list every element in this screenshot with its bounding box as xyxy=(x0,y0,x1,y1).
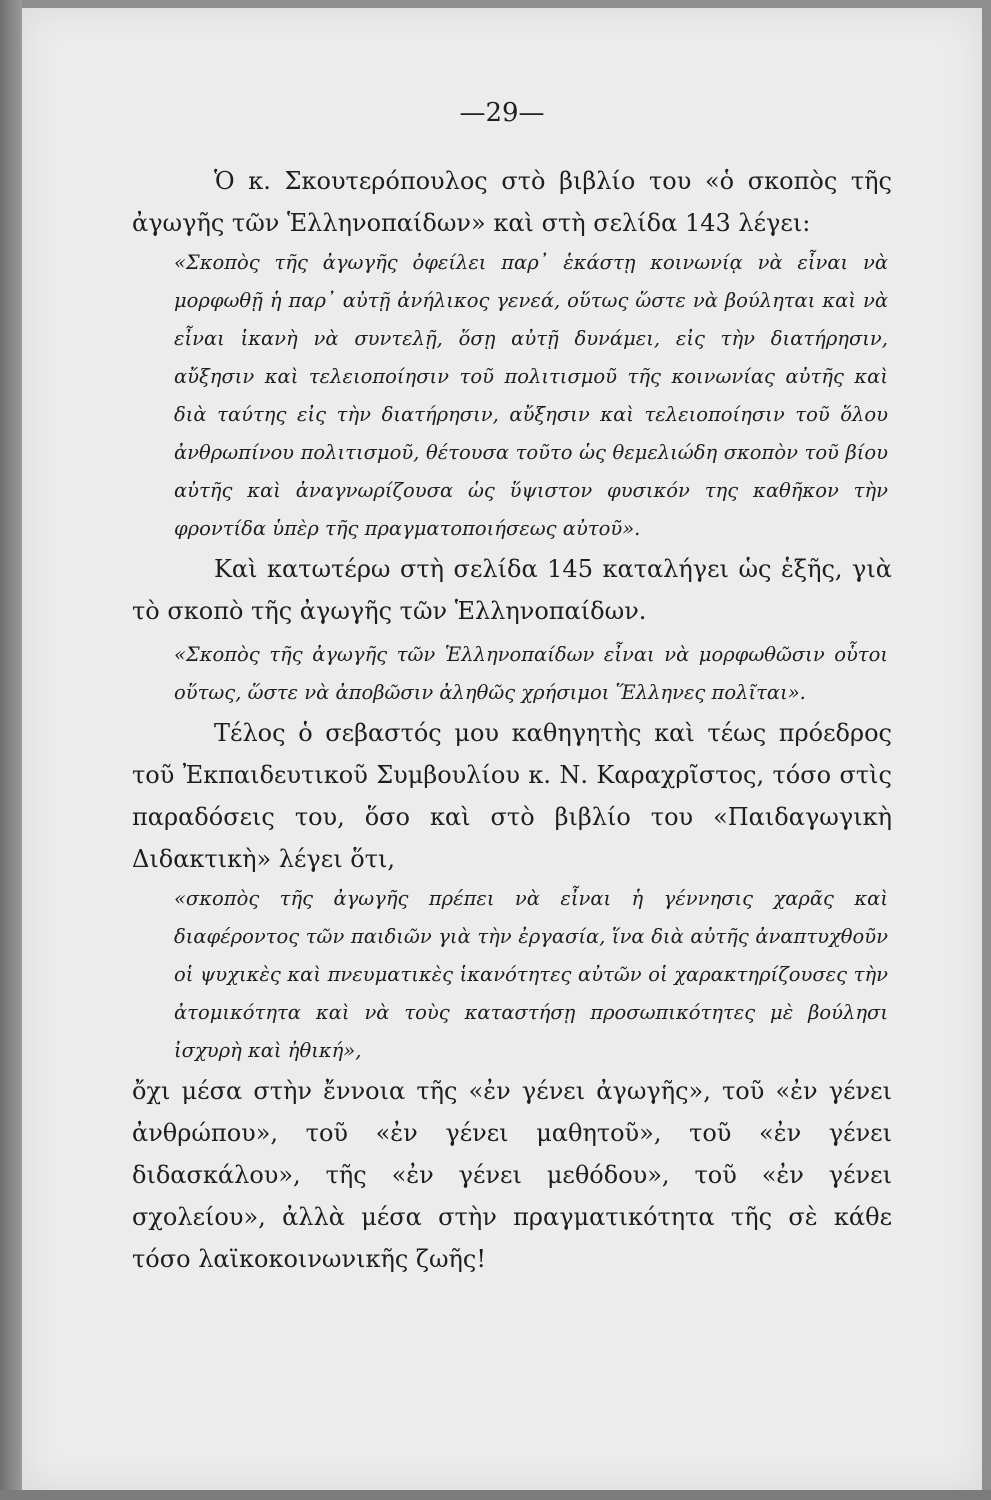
quote-1: «Σκοπὸς τῆς ἀγωγῆς ὀφείλει παρ᾽ ἑκάστῃ κοινωνίᾳ νὰ εἶναι νὰ μορφωθῇ ἡ παρ᾽ αὐτῇ ἀνήλικος γενεά, οὕτως ὥστε νὰ βούληται καὶ νὰ εἶναι ἱκανὴ νὰ συντελῇ, ὅσῃ αὐτῇ δυνάμει, εἰς τὴν διατήρησιν, αὔξησιν καὶ τελειοποίησιν τοῦ πολιτισμοῦ τῆς κοινωνίας αὐτῆς καὶ διὰ ταύτης εἰς τὴν διατήρησιν, αὔξησιν καὶ τελειοποίησιν τοῦ ὅλου ἀνθρωπίνου πολιτισμοῦ, θέτουσα τοῦτο ὡς θεμελιώδη σκοπὸν τοῦ βίου αὐτῆς καὶ ἀναγνωρίζουσα ὡς ὕψιστον φυσικόν της καθῆκον τὴν φροντίδα ὑπὲρ τῆς πραγματοποιήσεως αὐτοῦ». xyxy=(174,251,888,540)
paragraph-2: Καὶ κατωτέρω στὴ σελίδα 145 καταλήγει ὡς ἑξῆς, γιὰ τὸ σκοπὸ τῆς ἀγωγῆς τῶν Ἑλληνοπαίδων. xyxy=(132,555,892,625)
page-number: —29— xyxy=(459,98,545,128)
page-text xyxy=(132,160,892,1280)
book-binding-edge xyxy=(0,0,22,1500)
book-page xyxy=(22,8,982,1490)
paragraph-1: Ὁ κ. Σκουτερόπουλος στὸ βιβλίο του «ὁ σκοπὸς τῆς ἀγωγῆς τῶν Ἑλληνοπαίδων» καὶ στὴ σελίδα 143 λέγει: xyxy=(132,167,892,237)
paragraph-4: ὄχι μέσα στὴν ἔννοια τῆς «ἐν γένει ἀγωγῆς», τοῦ «ἐν γένει ἀνθρώπου», τοῦ «ἐν γένει μαθητοῦ», τοῦ «ἐν γένει διδασκάλου», τῆς «ἐν γένει μεθόδου», τοῦ «ἐν γένει σχολείου», ἀλλὰ μέσα στὴν πραγματικότητα τῆς σὲ κάθε τόσο λαϊκοκοινωνικῆς ζωῆς! xyxy=(132,1077,892,1273)
scan-bottom-edge xyxy=(0,1490,991,1500)
quote-2: «Σκοπὸς τῆς ἀγωγῆς τῶν Ἑλληνοπαίδων εἶναι νὰ μορφωθῶσιν οὗτοι οὕτως, ὥστε νὰ ἀποβῶσιν ἀληθῶς χρήσιμοι Ἕλληνες πολῖται». xyxy=(174,643,888,704)
quote-3: «σκοπὸς τῆς ἀγωγῆς πρέπει νὰ εἶναι ἡ γέννησις χαρᾶς καὶ διαφέροντος τῶν παιδιῶν γιὰ τὴν ἐργασία, ἵνα διὰ αὐτῆς ἀναπτυχθοῦν οἱ ψυχικὲς καὶ πνευματικὲς ἱκανότητες αὐτῶν οἱ χαρακτηρίζουσες τὴν ἀτομικότητα καὶ νὰ τοὺς καταστήσῃ προσωπικότητες μὲ βούλησι ἰσχυρὴ καὶ ἠθική», xyxy=(174,887,888,1062)
paragraph-3: Τέλος ὁ σεβαστός μου καθηγητὴς καὶ τέως πρόεδρος τοῦ Ἐκπαιδευτικοῦ Συμβουλίου κ. Ν. Καραχρῖστος, τόσο στὶς παραδόσεις του, ὅσο καὶ στὸ βιβλίο του «Παιδαγωγικὴ Διδακτικὴ» λέγει ὅτι, xyxy=(132,719,892,873)
